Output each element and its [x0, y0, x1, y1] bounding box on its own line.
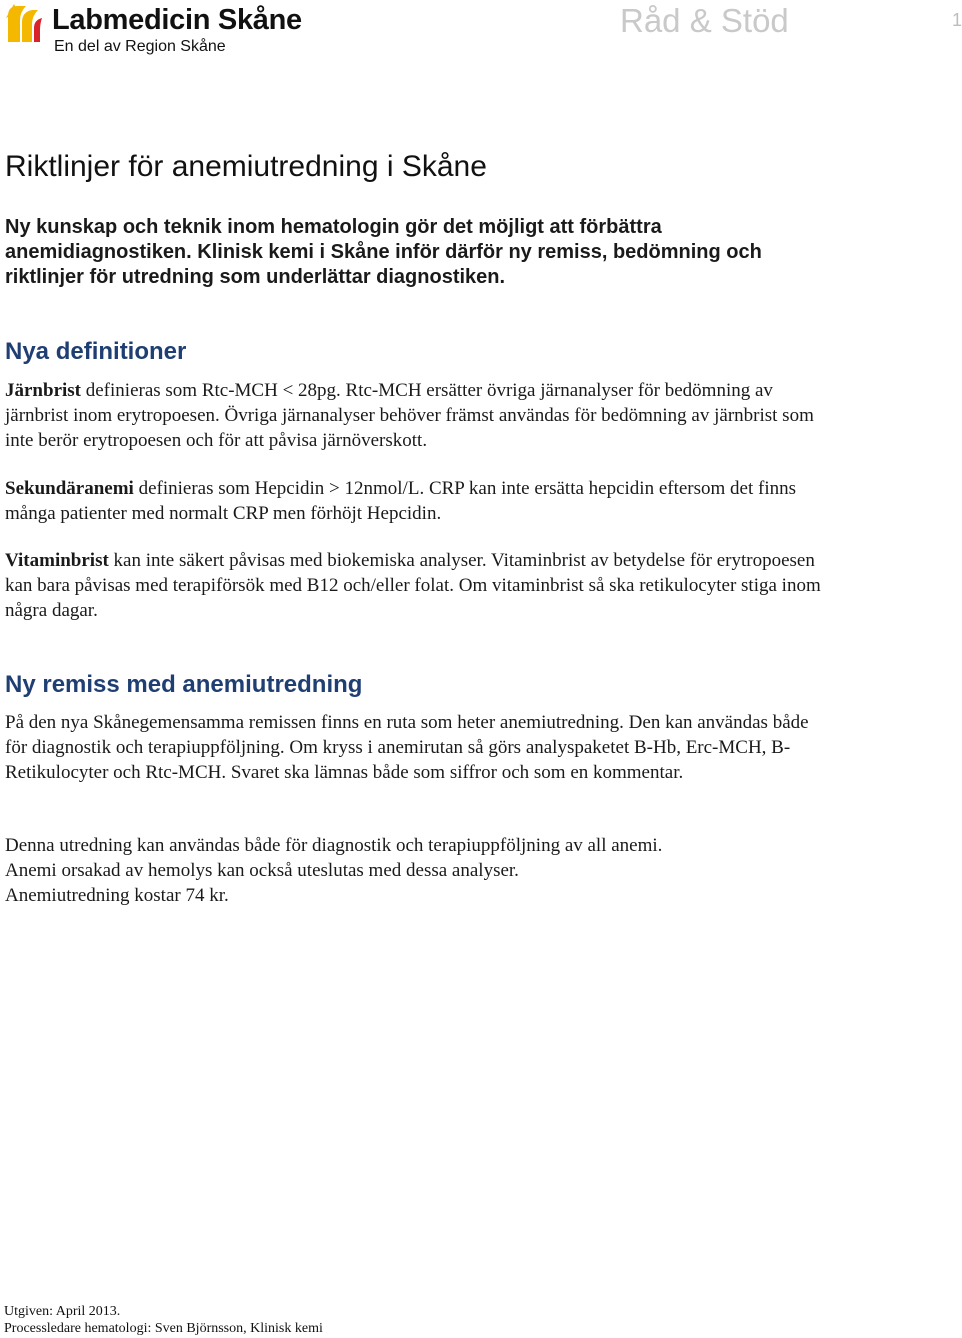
vitamin-deficiency-text: kan inte säkert påvisas med biokemiska analyser. Vitaminbrist av betydelse för erytropoesen kan bara påvisas med terapiförsök med B12 och/eller folat. Om vitaminbrist så ska retikulocyter stiga inom några dagar. — [5, 550, 821, 621]
region-skane-griffin-icon — [4, 2, 46, 44]
usage-line: Denna utredning kan användas både för diagnostik och terapiuppföljning av all anemi. — [5, 835, 663, 856]
page-number: 1 — [952, 10, 962, 30]
footer-process-leader: Processledare hematologi: Sven Björnsson, Klinisk kemi — [4, 1321, 323, 1336]
secondary-anemia-term: Sekundäranemi — [5, 478, 134, 499]
remiss-paragraph: På den nya Skånegemensamma remissen finns en ruta som heter anemiutredning. Den kan användas både för diagnostik och terapiuppföljning. Om kryss i anemirutan så görs analyspaketet B-Hb, Erc-MCH, B-Retikulocyter och Rtc-MCH. Svaret ska lämnas både som siffror och som en kommentar. — [5, 712, 809, 783]
usage-line: Anemi orsakad av hemolys kan också uteslutas med dessa analyser. — [5, 860, 519, 881]
remiss-heading: Ny remiss med anemiutredning — [5, 671, 363, 698]
intro-paragraph: Ny kunskap och teknik inom hematologin gör det möjligt att förbättra anemidiagnostiken. Klinisk kemi i Skåne inför därför ny remiss, bedömning och riktlinjer för utredning som underlättar diagnostiken. — [5, 216, 762, 288]
definitions-heading: Nya definitioner — [5, 338, 187, 365]
section-tag: Råd & Stöd — [620, 2, 789, 39]
footer — [4, 1303, 323, 1337]
brand-name: Labmedicin Skåne — [52, 4, 302, 36]
iron-deficiency-term: Järnbrist — [5, 380, 81, 401]
page-title: Riktlinjer för anemiutredning i Skåne — [5, 150, 487, 183]
iron-deficiency-paragraph — [5, 378, 825, 453]
secondary-anemia-paragraph — [5, 476, 825, 526]
footer-issued: Utgiven: April 2013. — [4, 1304, 121, 1319]
secondary-anemia-text: definieras som Hepcidin > 12nmol/L. CRP kan inte ersätta hepcidin eftersom det finns många patienter med normalt CRP men förhöjt Hepcidin. — [5, 478, 797, 524]
usage-paragraph — [5, 833, 825, 908]
iron-deficiency-text: definieras som Rtc-MCH < 28pg. Rtc-MCH ersätter övriga järnanalyser för bedömning av järnbrist inom erytropoesen. Övriga järnanalyser behöver främst användas för bedömning av järnbrist som inte berör erytropoesen och för att påvisa järnöverskott. — [5, 380, 814, 451]
vitamin-deficiency-paragraph — [5, 548, 825, 623]
vitamin-deficiency-term: Vitaminbrist — [5, 550, 109, 571]
brand-subtitle: En del av Region Skåne — [54, 38, 226, 55]
cost-line: Anemiutredning kostar 74 kr. — [5, 885, 229, 906]
